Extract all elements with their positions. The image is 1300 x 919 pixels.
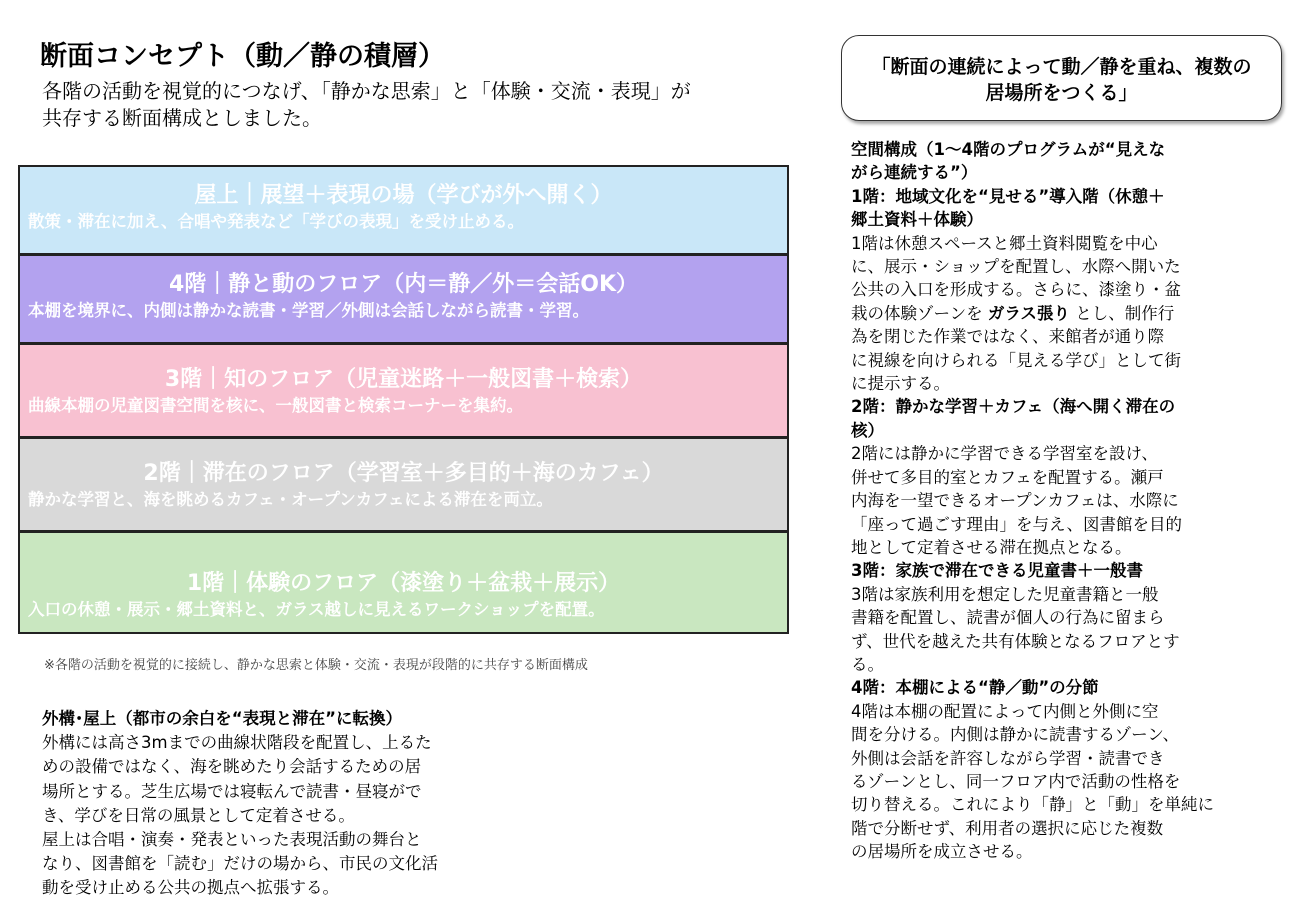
exterior-body bbox=[42, 731, 482, 900]
emphasis-text: ガラス張り bbox=[987, 303, 1070, 323]
body-line: 「座って過ごす理由」を与え、図書館を目的 bbox=[851, 514, 1182, 534]
body-line: き、学びを日常の風景として定着させる。 bbox=[42, 805, 355, 825]
body-line: 内海を一望できるオープンカフェは、水際に bbox=[851, 491, 1179, 511]
floor2-body bbox=[851, 442, 1251, 559]
section-note: ※各階の活動を視覚的に接続し、静かな思索と体験・交流・表現が段階的に共存する断面構成 bbox=[44, 658, 588, 673]
program-description bbox=[851, 138, 1251, 864]
body-line: 併せて多目的室とカフェを配置する。瀬戸 bbox=[851, 467, 1164, 487]
heading-line: 空間構成（1〜4階のプログラムが“見えな bbox=[851, 140, 1166, 159]
space-heading bbox=[851, 138, 1251, 185]
floor1-heading bbox=[851, 185, 1251, 232]
body-line: 1階は休憩スペースと郷土資料閲覧を中心 bbox=[851, 233, 1158, 253]
body-line: の居場所を成立させる。 bbox=[851, 842, 1033, 862]
body-line: 屋上は合唱・演奏・発表といった表現活動の舞台と bbox=[42, 830, 422, 850]
body-line: 切り替える。これにより「静」と「動」を単純に bbox=[851, 795, 1214, 815]
body-line: るゾーンとし、同一フロア内で活動の性格を bbox=[851, 771, 1181, 791]
floor3-body bbox=[851, 583, 1251, 677]
body-line: 公共の入口を形成する。さらに、漆塗り・盆 bbox=[851, 280, 1181, 300]
lead-text bbox=[42, 78, 762, 132]
floor1-body bbox=[851, 232, 1251, 396]
lead-line: 各階の活動を視覚的につなげ、「静かな思索」と「体験・交流・表現」が bbox=[42, 79, 691, 103]
body-line: 2階には静かに学習できる学習室を設け、 bbox=[851, 444, 1158, 464]
floor2-heading bbox=[851, 395, 1251, 442]
heading-line: 郷土資料＋体験） bbox=[851, 210, 983, 230]
page-title: 断面コンセプト（動／静の積層） bbox=[40, 41, 445, 72]
floor-heading: 1階｜体験のフロア（漆塗り＋盆栽＋展示） bbox=[186, 571, 621, 596]
body-line: に、展示・ショップを配置し、水際へ開いた bbox=[851, 257, 1181, 277]
lead-line: 共存する断面構成としました。 bbox=[42, 106, 322, 130]
text-span: とし、制作行 bbox=[1075, 303, 1175, 323]
exterior-heading: 外構･屋上（都市の余白を“表現と滞在”に転換） bbox=[42, 709, 402, 728]
floor3-heading bbox=[851, 559, 1251, 582]
body-line: 場所とする。芝生広場では寝転んで読書・昼寝がで bbox=[42, 781, 422, 801]
body-line: 3階は家族利用を想定した児童書籍と一般 bbox=[851, 584, 1159, 604]
floor-band-rooftop bbox=[18, 165, 789, 255]
body-line: 階で分断せず、利用者の選択に応じた複数 bbox=[851, 818, 1164, 838]
heading-line: 4階：本棚による“静／動”の分節 bbox=[851, 678, 1099, 698]
heading-line: 核） bbox=[851, 420, 884, 440]
floor-heading: 4階｜静と動のフロア（内＝静／外＝会話OK） bbox=[168, 272, 639, 297]
body-line: 4階は本棚の配置によって内側と外側に空 bbox=[851, 701, 1159, 721]
floor-heading: 屋上｜展望＋表現の場（学びが外へ開く） bbox=[194, 183, 613, 208]
text-span: 栽の体験ゾーンを bbox=[851, 303, 983, 323]
body-line: なり、図書館を「読む」だけの場から、市民の文化活 bbox=[42, 854, 438, 874]
floor-description: 散策・滞在に加え、合唱や発表など「学びの表現」を受け止める。 bbox=[28, 212, 524, 231]
floor-heading: 3階｜知のフロア（児童迷路＋一般図書＋検索） bbox=[164, 367, 643, 392]
heading-line: 2階：静かな学習＋カフェ（海へ開く滞在の bbox=[851, 397, 1176, 417]
body-line: 外構には高さ3mまでの曲線状階段を配置し、上るた bbox=[42, 733, 432, 753]
body-line: に提示する。 bbox=[851, 374, 950, 394]
body-line bbox=[851, 302, 1251, 325]
body-line: 動を受け止める公共の拠点へ拡張する。 bbox=[42, 878, 339, 898]
quote-line: 居場所をつくる」 bbox=[985, 82, 1138, 104]
body-line: ず、世代を越えた共有体験となるフロアとす bbox=[851, 631, 1180, 651]
heading-line: 1階：地域文化を“見せる”導入階（休憩＋ bbox=[851, 186, 1165, 206]
floor4-body bbox=[851, 700, 1251, 864]
floor-band-1f bbox=[18, 531, 789, 634]
body-line: に視線を向けられる「見える学び」として街 bbox=[851, 350, 1181, 370]
heading-line: 3階：家族で滞在できる児童書＋一般書 bbox=[851, 561, 1143, 581]
floor-band-2f bbox=[18, 437, 789, 532]
floor-description: 本棚を境界に、内側は静かな読書・学習／外側は会話しながら読書・学習。 bbox=[28, 301, 589, 320]
floor-description: 曲線本棚の児童図書空間を核に、一般図書と検索コーナーを集約。 bbox=[28, 396, 523, 415]
floor-heading: 2階｜滞在のフロア（学習室＋多目的＋海のカフェ） bbox=[143, 461, 664, 486]
body-line: 外側は会話を許容しながら学習・読書でき bbox=[851, 748, 1165, 768]
body-line: 間を分ける。内側は静かに読書するゾーン、 bbox=[851, 725, 1180, 745]
body-line: 為を閉じた作業ではなく、来館者が通り際 bbox=[851, 327, 1165, 347]
heading-line: がら連続する”） bbox=[851, 163, 978, 183]
floor-band-3f bbox=[18, 343, 789, 438]
body-line: る。 bbox=[851, 654, 884, 674]
body-line: 書籍を配置し、読書が個人の行為に留まら bbox=[851, 608, 1165, 628]
body-line: 地として定着させる滞在拠点となる。 bbox=[851, 537, 1132, 557]
concept-quote-box bbox=[841, 35, 1282, 121]
exterior-section bbox=[42, 707, 482, 901]
body-line: めの設備ではなく、海を眺めたり会話するための居 bbox=[42, 757, 422, 777]
floor-description: 静かな学習と、海を眺めるカフェ・オープンカフェによる滞在を両立。 bbox=[28, 490, 553, 509]
floor4-heading bbox=[851, 676, 1251, 699]
quote-line: 「断面の連続によって動／静を重ね、複数の bbox=[871, 56, 1252, 78]
floor-band-4f bbox=[18, 254, 789, 344]
floor-description: 入口の休憩・展示・郷土資料と、ガラス越しに見えるワークショップを配置。 bbox=[28, 600, 605, 619]
